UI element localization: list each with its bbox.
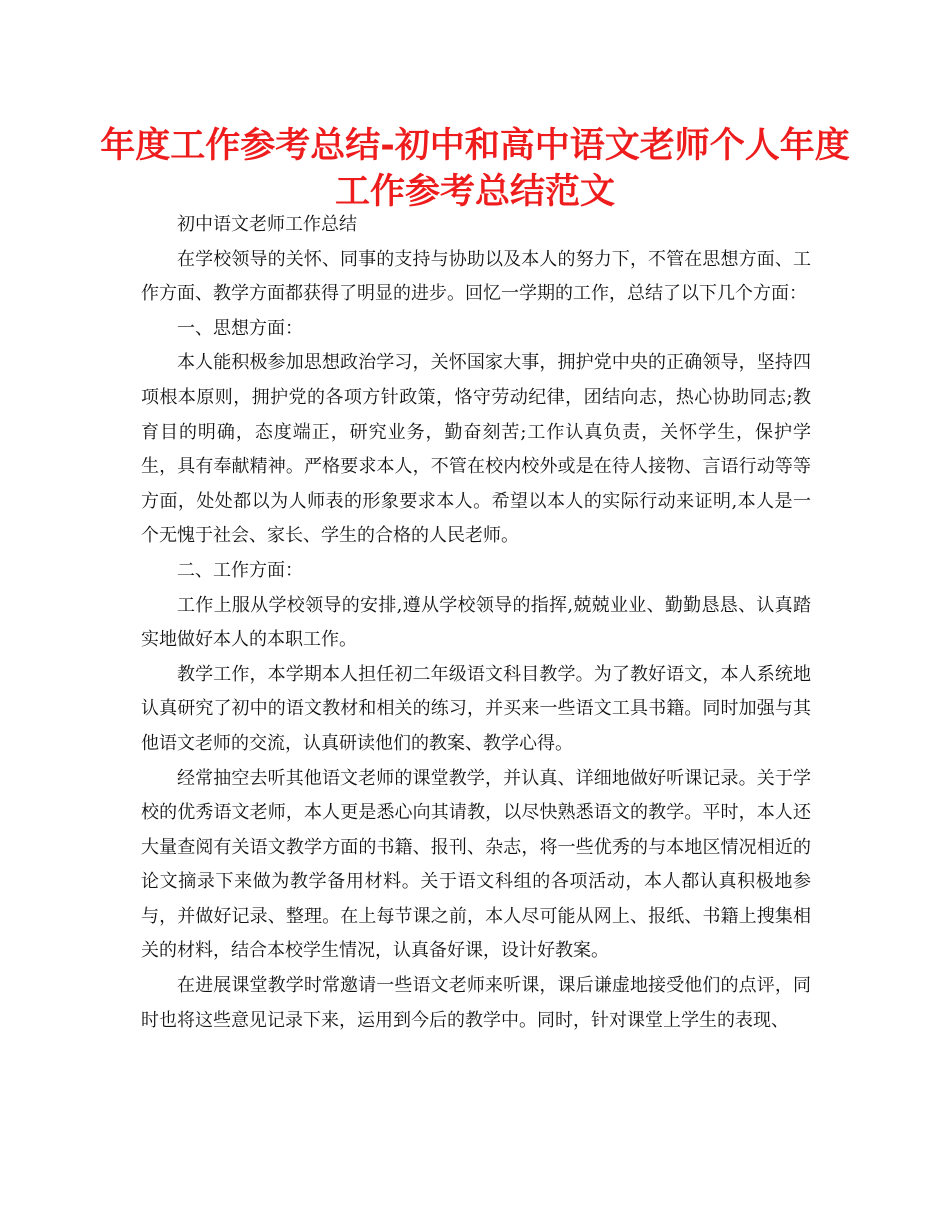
paragraph: 工作上服从学校领导的安排,遵从学校领导的指挥,兢兢业业、勤勤恳恳、认真踏实地做好本人的本职工作。: [141, 594, 811, 651]
paragraph: 教学工作，本学期本人担任初二年级语文科目教学。为了教好语文，本人系统地认真研究了初中的语文教材和相关的练习，并买来一些语文工具书籍。同时加强与其他语文老师的交流，认真研读他们的教案、教学心得。: [141, 663, 811, 754]
document-title-line-2: 工作参考总结范文: [334, 172, 615, 212]
section-heading: 二、工作方面：: [177, 559, 303, 581]
paragraph: 本人能积极参加思想政治学习，关怀国家大事，拥护党中央的正确领导，坚持四项根本原则，拥护党的各项方针政策，恪守劳动纪律，团结向志，热心协助同志;教育目的明确，态度端正，研究业务，勤奋刻苦;工作认真负责，关怀学生，保护学生，具有奉献精神。严格要求本人，不管在校内校外或是在待人接物、言语行动等等方面，处处都以为人师表的形象要求本人。希望以本人的实际行动来证明,本人是一个无愧于社会、家长、学生的合格的人民老师。: [141, 352, 811, 547]
paragraph: 在进展课堂教学时常邀请一些语文老师来听课，课后谦虚地接受他们的点评，同时也将这些意见记录下来，运用到今后的教学中。同时，针对课堂上学生的表现、: [141, 975, 811, 1031]
section-heading: 一、思想方面：: [177, 317, 303, 339]
paragraph: 经常抽空去听其他语文老师的课堂教学，并认真、详细地做好听课记录。关于学校的优秀语文老师，本人更是悉心向其请教，以尽快熟悉语文的教学。平时，本人还大量查阅有关语文教学方面的书籍、报刊、杂志，将一些优秀的与本地区情况相近的论文摘录下来做为教学备用材料。关于语文科组的各项活动，本人都认真积极地参与，并做好记录、整理。在上每节课之前，本人尽可能从网上、报纸、书籍上搜集相关的材料，结合本校学生情况，认真备好课，设计好教案。: [141, 767, 811, 962]
section-heading: 初中语文老师工作总结: [177, 214, 357, 235]
paragraph: 在学校领导的关怀、同事的支持与协助以及本人的努力下，不管在思想方面、工作方面、教学方面都获得了明显的进步。回忆一学期的工作，总结了以下几个方面：: [141, 248, 811, 305]
document-title-line-1: 年度工作参考总结-初中和高中语文老师个人年度: [100, 126, 850, 166]
document-body: [141, 208, 811, 1038]
